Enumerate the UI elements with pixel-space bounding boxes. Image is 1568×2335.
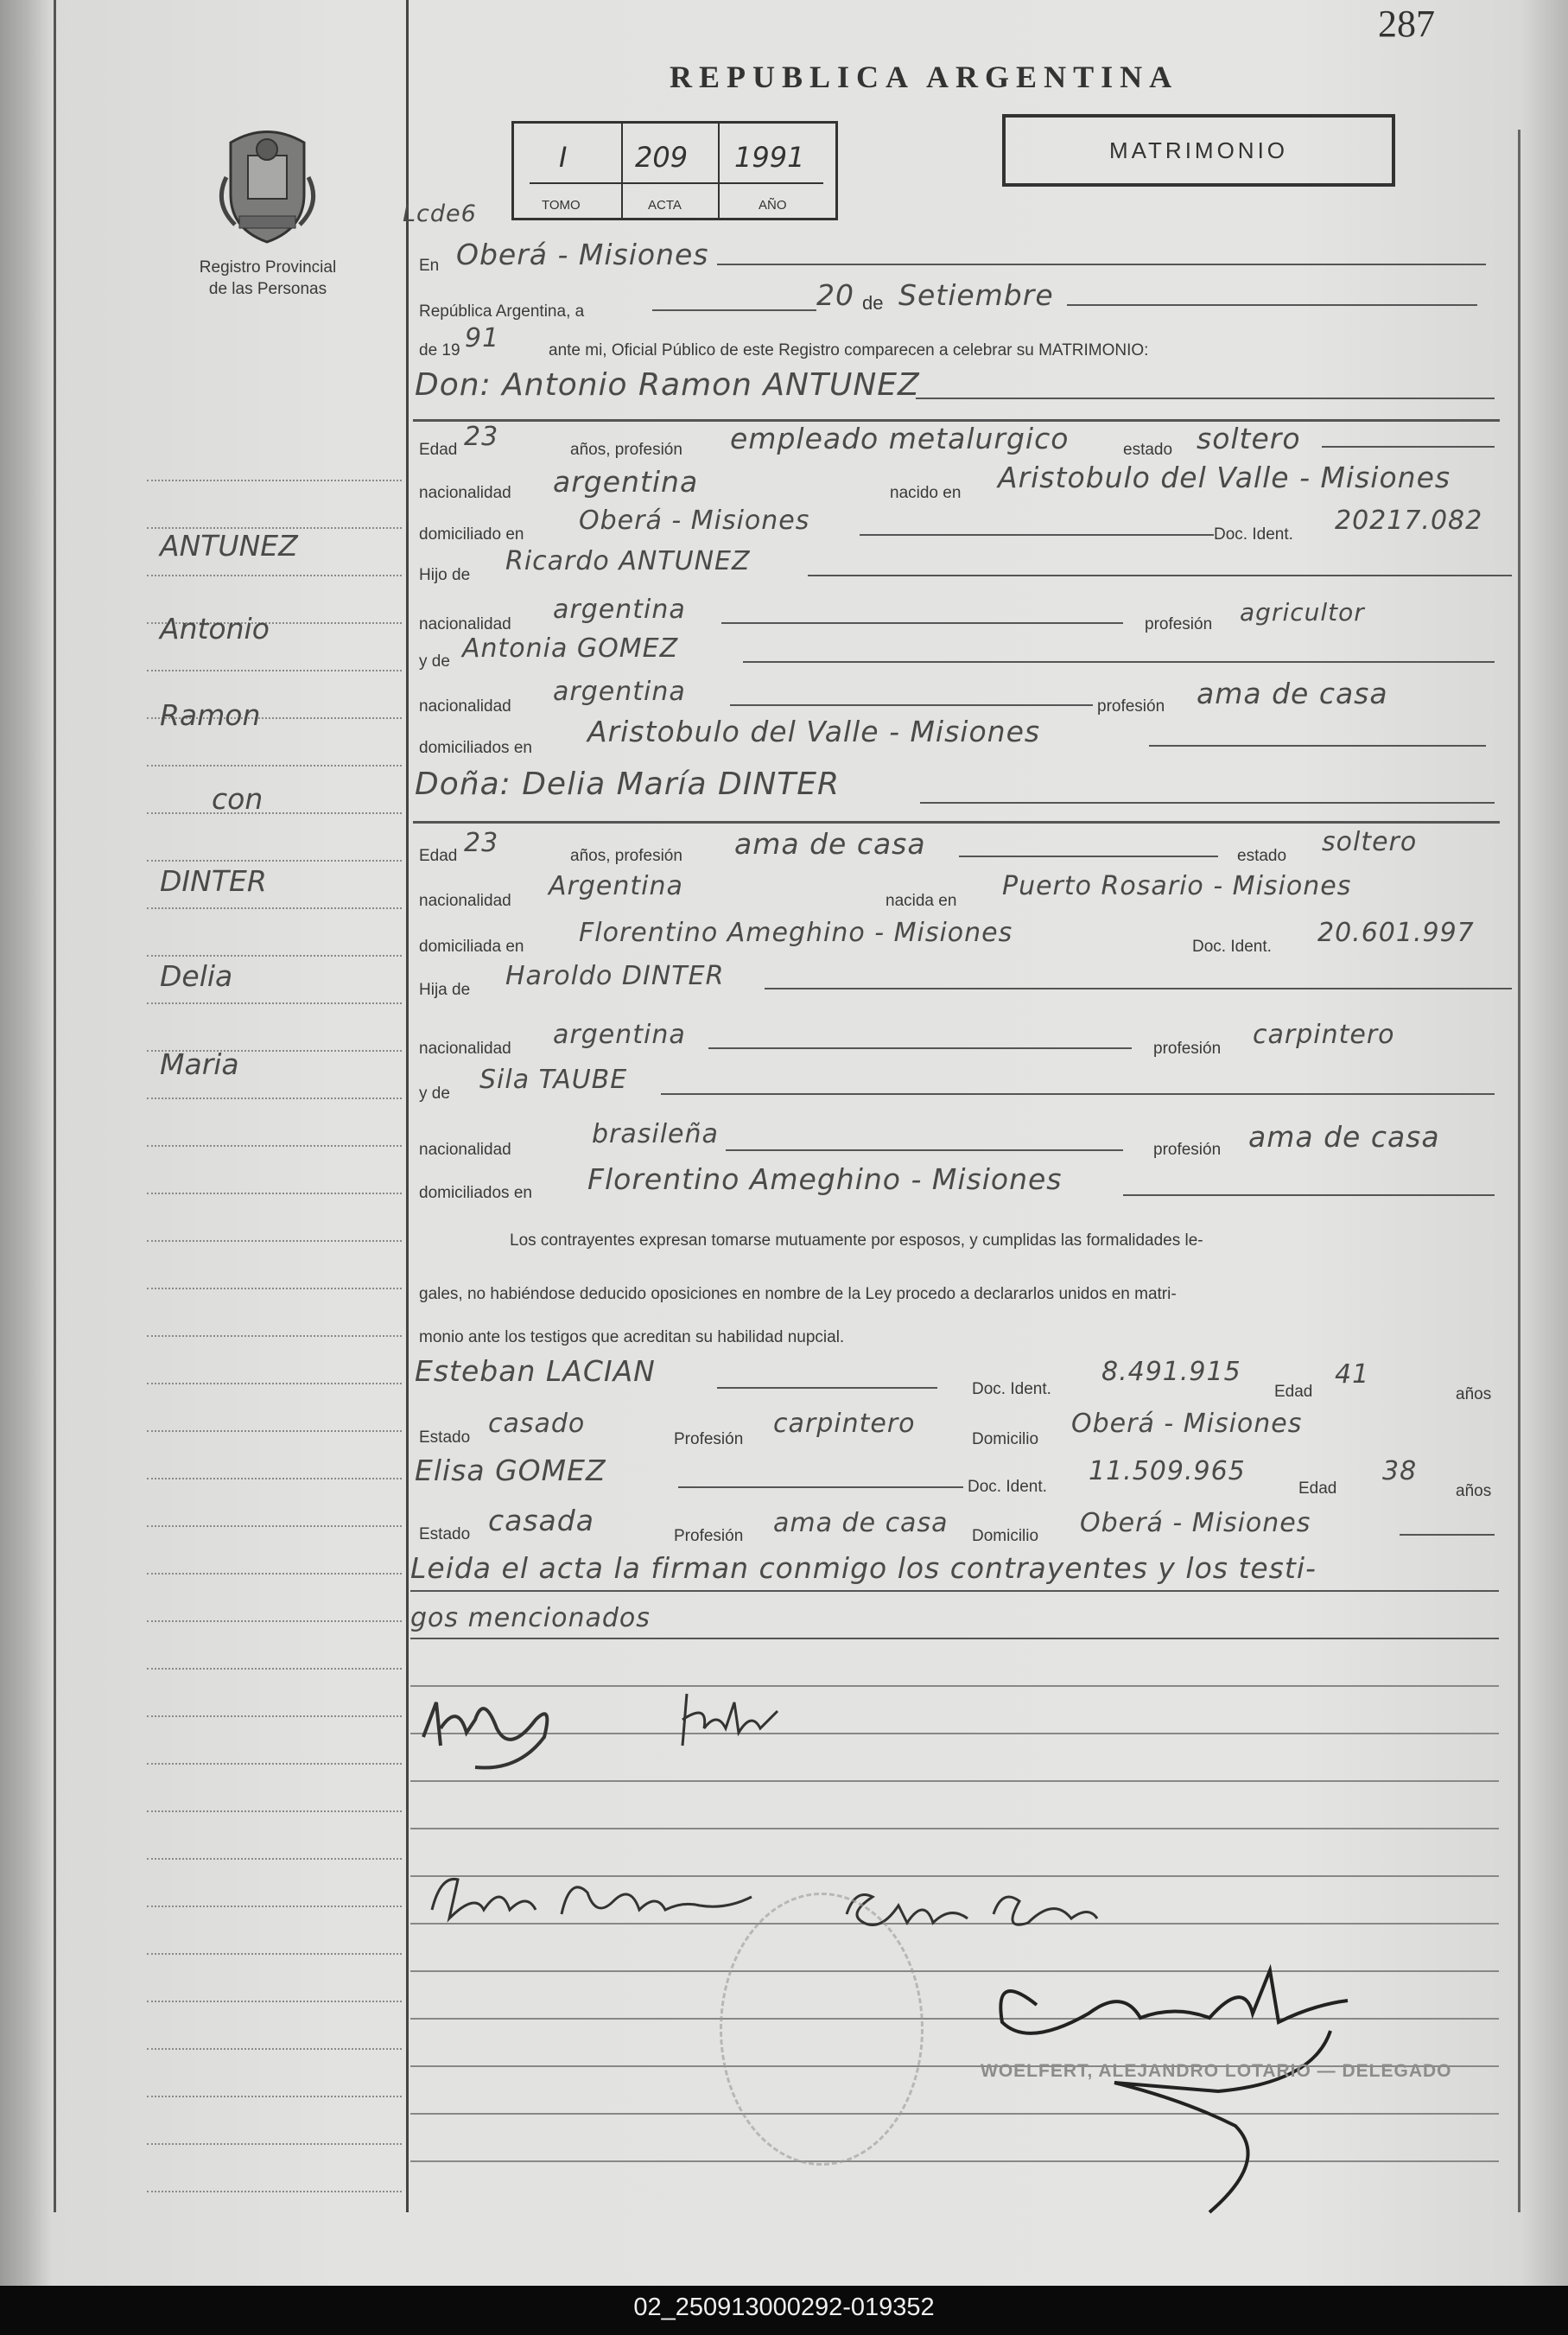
signature-official xyxy=(985,1953,1469,2243)
ano-value: 1991 xyxy=(734,141,805,174)
closing-line-2: gos mencionados xyxy=(410,1603,651,1633)
groom-birthplace: Aristobulo del Valle - Misiones xyxy=(998,461,1451,494)
page-number: 287 xyxy=(1378,3,1435,45)
body-line-3: monio ante los testigos que acreditan su habilidad nupcial. xyxy=(419,1328,845,1346)
label-profesion-father: profesión xyxy=(1145,615,1213,633)
bride-mother-nationality: brasileña xyxy=(592,1119,719,1149)
signature-groom xyxy=(415,1685,605,1785)
label-anos-profesion: años, profesión xyxy=(570,441,682,459)
label-hijo-de: Hijo de xyxy=(419,566,471,584)
side-name-surname-groom: ANTUNEZ xyxy=(160,529,298,563)
label-en: En xyxy=(419,257,440,275)
bride-profession: ama de casa xyxy=(734,827,926,861)
label-nacionalidad-bride: nacionalidad xyxy=(419,892,511,910)
bride-state: soltero xyxy=(1322,827,1418,857)
label-domicilio-w1: Domicilio xyxy=(972,1430,1039,1448)
label-de-19: de 19 xyxy=(419,341,460,359)
label-y-de-bride: y de xyxy=(419,1085,450,1103)
groom-mother-profession: ama de casa xyxy=(1197,677,1388,710)
tomo-acta-ano-box xyxy=(511,121,838,220)
witness1-name: Esteban LACIAN xyxy=(415,1354,656,1388)
margin-code: Lcde6 xyxy=(403,200,477,227)
label-edad-w2: Edad xyxy=(1298,1479,1337,1498)
label-profesion-bride-father: profesión xyxy=(1153,1040,1222,1058)
ano-label: AÑO xyxy=(759,198,787,213)
label-edad-bride: Edad xyxy=(419,847,458,865)
registry-line-1: Registro Provincial xyxy=(199,258,337,277)
bride-mother-profession: ama de casa xyxy=(1248,1120,1440,1154)
tomo-value: I xyxy=(559,141,568,174)
groom-father: Ricardo ANTUNEZ xyxy=(505,546,751,576)
label-nacionalidad-bride-mother: nacionalidad xyxy=(419,1141,511,1159)
witness2-name: Elisa GOMEZ xyxy=(415,1454,606,1487)
groom-nationality: argentina xyxy=(553,465,699,499)
label-doc-ident: Doc. Ident. xyxy=(1214,525,1293,544)
registry-name xyxy=(164,257,371,300)
tomo-label: TOMO xyxy=(542,198,581,213)
label-profesion-mother: profesión xyxy=(1097,697,1165,716)
groom-name: Don: Antonio Ramon ANTUNEZ xyxy=(415,367,920,403)
witness1-domicile: Oberá - Misiones xyxy=(1071,1409,1303,1439)
witness1-doc: 8.491.915 xyxy=(1101,1357,1241,1387)
label-doc-ident-w1: Doc. Ident. xyxy=(972,1380,1051,1398)
witness2-state: casada xyxy=(488,1504,594,1537)
label-anos-w1: años xyxy=(1456,1385,1492,1403)
groom-age: 23 xyxy=(464,422,499,452)
bride-father-nationality: argentina xyxy=(553,1020,686,1050)
acta-value: 209 xyxy=(635,141,689,174)
label-domiciliada-en: domiciliada en xyxy=(419,938,524,956)
label-y-de: y de xyxy=(419,652,450,671)
label-ante-mi: ante mi, Oficial Público de este Registro comparecen a celebrar su MATRIMONIO: xyxy=(549,341,1149,359)
label-nacionalidad-father: nacionalidad xyxy=(419,615,511,633)
bride-parents-domicile: Florentino Ameghino - Misiones xyxy=(587,1162,1063,1196)
signature-bride xyxy=(674,1685,795,1767)
signature-witness1 xyxy=(423,1858,769,1940)
label-nacionalidad: nacionalidad xyxy=(419,484,511,502)
closing-line-1: Leida el acta la firman conmigo los contrayentes y los testi- xyxy=(410,1551,1317,1585)
label-estado-w1: Estado xyxy=(419,1428,471,1447)
bride-domicile: Florentino Ameghino - Misiones xyxy=(579,918,1013,948)
bride-name: Doña: Delia María DINTER xyxy=(415,767,841,802)
label-estado-w2: Estado xyxy=(419,1525,471,1543)
side-name-bride-second: Maria xyxy=(160,1047,239,1081)
witness1-state: casado xyxy=(488,1409,586,1439)
bride-birthplace: Puerto Rosario - Misiones xyxy=(1002,871,1352,901)
label-estado-bride: estado xyxy=(1237,847,1287,865)
margin-divider xyxy=(406,0,409,2212)
document-title: REPUBLICA ARGENTINA xyxy=(670,60,1179,94)
groom-profession: empleado metalurgico xyxy=(730,422,1070,455)
witness1-age: 41 xyxy=(1335,1359,1370,1390)
label-hija-de: Hija de xyxy=(419,981,471,999)
coat-of-arms-icon xyxy=(213,125,321,249)
groom-mother-nationality: argentina xyxy=(553,677,686,707)
label-domicilio-w2: Domicilio xyxy=(972,1527,1039,1545)
label-anos-profesion-bride: años, profesión xyxy=(570,847,682,865)
side-name-groom-second: Ramon xyxy=(160,698,261,732)
witness2-age: 38 xyxy=(1382,1456,1418,1486)
scan-id: 02_250913000292-019352 xyxy=(633,2294,935,2321)
bride-age: 23 xyxy=(464,828,499,858)
groom-father-nationality: argentina xyxy=(553,595,686,625)
witness2-domicile: Oberá - Misiones xyxy=(1080,1508,1311,1538)
label-profesion-bride-mother: profesión xyxy=(1153,1141,1222,1159)
label-edad: Edad xyxy=(419,441,458,459)
bride-mother: Sila TAUBE xyxy=(479,1065,628,1095)
label-nacido-en: nacido en xyxy=(890,484,962,502)
groom-father-profession: agricultor xyxy=(1240,598,1365,627)
side-name-bride-first: Delia xyxy=(160,959,233,993)
witness1-profession: carpintero xyxy=(773,1409,916,1439)
label-domiciliado-en: domiciliado en xyxy=(419,525,524,544)
label-nacida-en: nacida en xyxy=(886,892,957,910)
registry-line-2: de las Personas xyxy=(208,280,327,298)
acta-label: ACTA xyxy=(648,198,682,213)
side-name-con: con xyxy=(212,782,263,816)
label-estado: estado xyxy=(1123,441,1173,459)
groom-doc: 20217.082 xyxy=(1335,506,1483,536)
label-doc-ident-w2: Doc. Ident. xyxy=(968,1478,1047,1496)
bride-nationality: Argentina xyxy=(549,871,683,901)
page-left-border xyxy=(54,0,56,2212)
groom-domicile: Oberá - Misiones xyxy=(579,506,810,536)
place-value: Oberá - Misiones xyxy=(456,238,709,271)
side-name-groom-first: Antonio xyxy=(160,612,270,646)
body-line-2: gales, no habiéndose deducido oposiciones en nombre de la Ley procedo a declararlos unidos en matri- xyxy=(419,1285,1177,1303)
bride-father-profession: carpintero xyxy=(1253,1020,1395,1050)
label-domiciliados-en-bride: domiciliados en xyxy=(419,1184,532,1202)
label-anos-w2: años xyxy=(1456,1482,1492,1500)
label-republica: República Argentina, a xyxy=(419,302,585,321)
label-profesion-w2: Profesión xyxy=(674,1527,744,1545)
label-nacionalidad-bride-father: nacionalidad xyxy=(419,1040,511,1058)
label-doc-ident-bride: Doc. Ident. xyxy=(1192,938,1272,956)
side-name-surname-bride: DINTER xyxy=(160,864,267,898)
official-name-stamp: WOELFERT, ALEJANDRO LOTARIO — DELEGADO xyxy=(981,2061,1452,2081)
right-margin-line xyxy=(1518,130,1520,2212)
label-nacionalidad-mother: nacionalidad xyxy=(419,697,511,716)
year-value: 91 xyxy=(465,323,500,353)
record-type-box: MATRIMONIO xyxy=(1002,114,1395,187)
day-value: 20 xyxy=(816,278,854,312)
groom-mother: Antonia GOMEZ xyxy=(462,633,679,664)
label-edad-w1: Edad xyxy=(1274,1383,1313,1401)
bride-father: Haroldo DINTER xyxy=(505,961,725,991)
groom-parents-domicile: Aristobulo del Valle - Misiones xyxy=(587,715,1041,748)
month-value: Setiembre xyxy=(898,278,1054,312)
witness2-profession: ama de casa xyxy=(773,1508,949,1538)
official-seal-stamp xyxy=(720,1893,924,2166)
witness2-doc: 11.509.965 xyxy=(1089,1456,1246,1486)
groom-state: soltero xyxy=(1197,422,1301,455)
label-de: de xyxy=(862,292,884,314)
body-line-1: Los contrayentes expresan tomarse mutuamente por esposos, y cumplidas las formalidades le- xyxy=(510,1231,1203,1250)
bride-doc: 20.601.997 xyxy=(1317,918,1475,948)
label-domiciliados-en: domiciliados en xyxy=(419,739,532,757)
label-profesion-w1: Profesión xyxy=(674,1430,744,1448)
